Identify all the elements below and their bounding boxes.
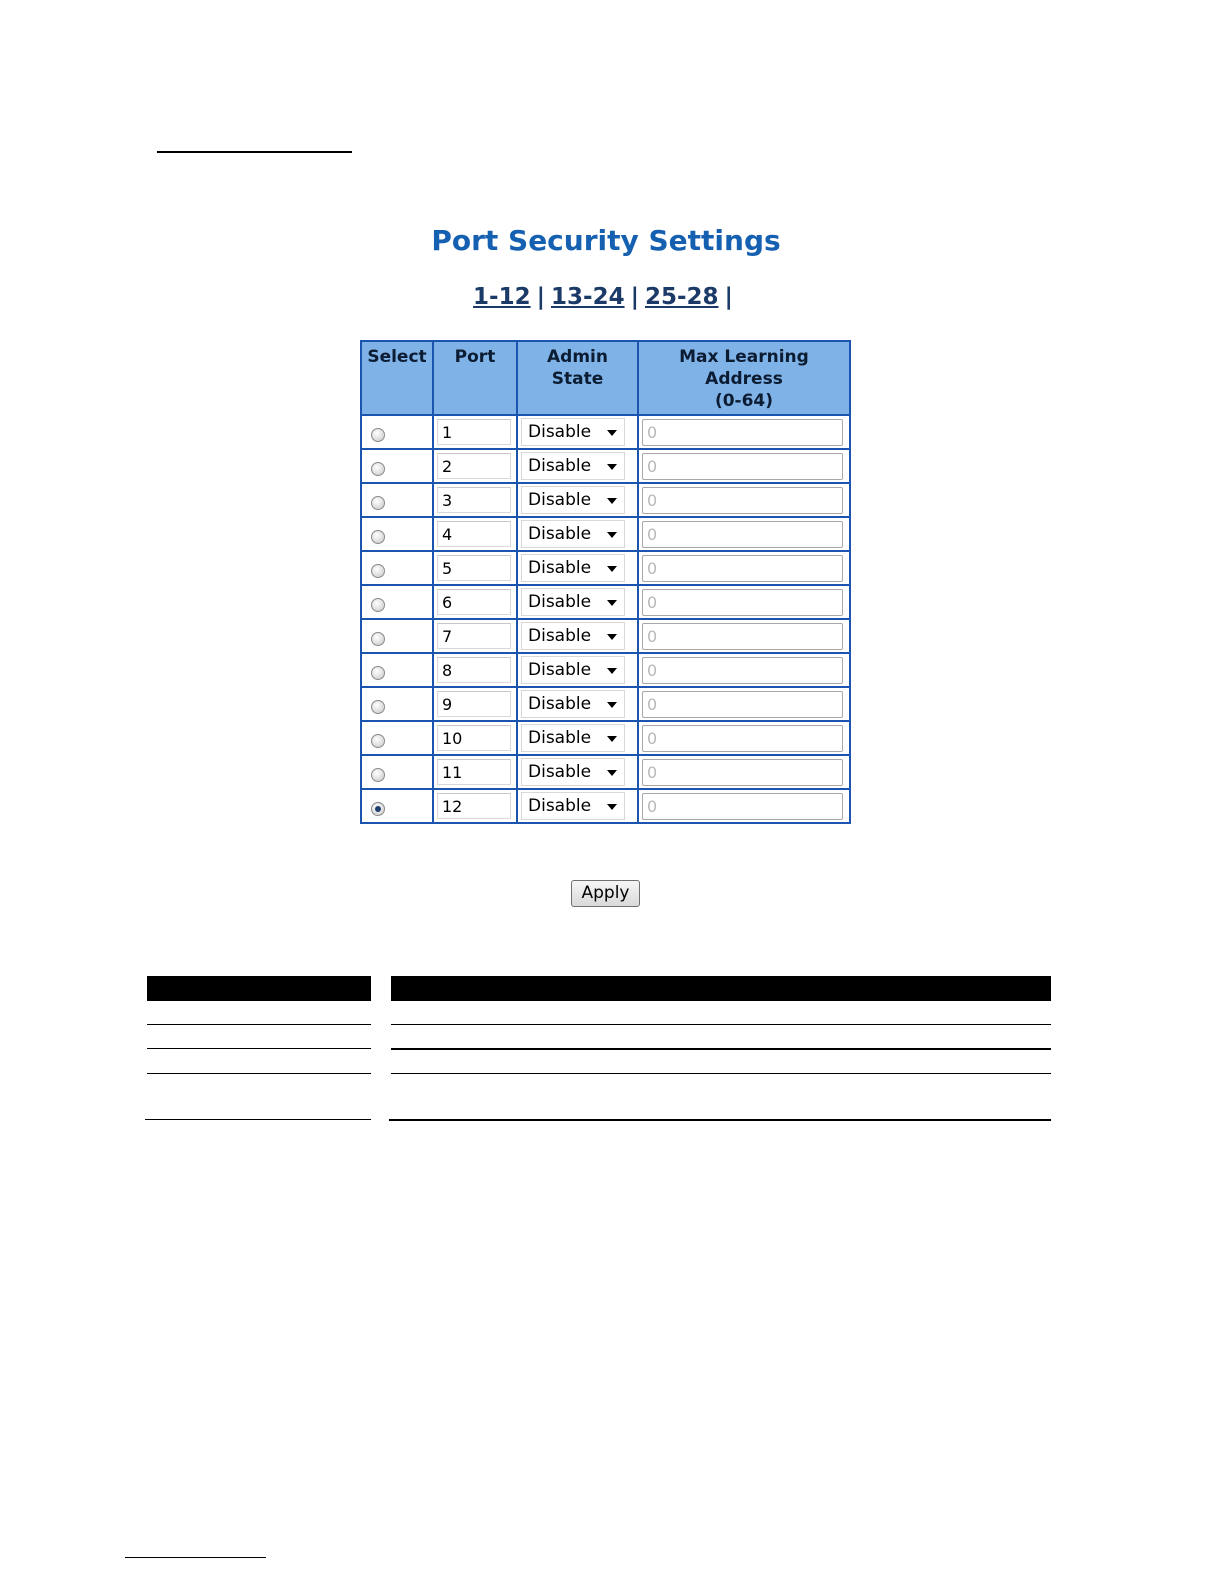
admin-state-select[interactable] bbox=[521, 520, 625, 548]
admin-state-select[interactable] bbox=[521, 724, 625, 752]
max-learning-cell bbox=[638, 551, 850, 585]
max-learning-cell bbox=[638, 483, 850, 517]
row-divider bbox=[145, 1119, 371, 1120]
admin-state-value: Disable bbox=[528, 524, 592, 544]
port-range-nav bbox=[0, 284, 1212, 310]
max-learning-input[interactable]: 0 bbox=[642, 725, 843, 752]
port-number-field[interactable]: 1 bbox=[437, 419, 511, 445]
table-row bbox=[361, 585, 850, 619]
select-radio[interactable] bbox=[371, 428, 385, 442]
port-number-field[interactable]: 3 bbox=[437, 487, 511, 513]
row-divider bbox=[147, 1024, 371, 1025]
table-row bbox=[361, 415, 850, 449]
admin-state-cell bbox=[517, 619, 638, 653]
port-number-field[interactable]: 12 bbox=[437, 793, 511, 819]
select-cell bbox=[361, 483, 433, 517]
select-radio[interactable] bbox=[371, 496, 385, 510]
chevron-down-icon bbox=[607, 498, 617, 504]
port-cell bbox=[433, 483, 517, 517]
port-cell bbox=[433, 687, 517, 721]
admin-state-select[interactable] bbox=[521, 792, 625, 820]
row-divider bbox=[147, 1048, 371, 1049]
select-cell bbox=[361, 517, 433, 551]
row-divider bbox=[389, 1119, 1051, 1121]
admin-state-select[interactable] bbox=[521, 690, 625, 718]
range-separator: | bbox=[536, 284, 546, 310]
select-cell bbox=[361, 551, 433, 585]
admin-state-cell bbox=[517, 585, 638, 619]
port-number-field[interactable]: 2 bbox=[437, 453, 511, 479]
select-radio[interactable] bbox=[371, 530, 385, 544]
table-row bbox=[361, 517, 850, 551]
select-radio[interactable] bbox=[371, 802, 385, 816]
table-row bbox=[361, 687, 850, 721]
header-select: Select bbox=[361, 341, 433, 415]
max-learning-input[interactable]: 0 bbox=[642, 691, 843, 718]
table-row bbox=[361, 721, 850, 755]
max-learning-cell bbox=[638, 585, 850, 619]
port-cell bbox=[433, 517, 517, 551]
admin-state-cell bbox=[517, 755, 638, 789]
select-radio[interactable] bbox=[371, 462, 385, 476]
admin-state-cell bbox=[517, 789, 638, 823]
max-learning-input[interactable]: 0 bbox=[642, 589, 843, 616]
header-port: Port bbox=[433, 341, 517, 415]
admin-state-value: Disable bbox=[528, 660, 592, 680]
table-row bbox=[361, 755, 850, 789]
select-radio[interactable] bbox=[371, 768, 385, 782]
max-learning-input[interactable]: 0 bbox=[642, 759, 843, 786]
chevron-down-icon bbox=[607, 702, 617, 708]
max-learning-cell bbox=[638, 755, 850, 789]
port-number-field[interactable]: 8 bbox=[437, 657, 511, 683]
select-cell bbox=[361, 619, 433, 653]
max-learning-cell bbox=[638, 449, 850, 483]
port-number-field[interactable]: 9 bbox=[437, 691, 511, 717]
max-learning-input[interactable]: 0 bbox=[642, 555, 843, 582]
range-separator: | bbox=[724, 284, 733, 310]
select-cell bbox=[361, 585, 433, 619]
table-header-bar-right bbox=[391, 976, 1051, 1001]
port-cell bbox=[433, 755, 517, 789]
port-number-field[interactable]: 7 bbox=[437, 623, 511, 649]
header-max-line2: Address bbox=[705, 369, 783, 389]
table-row bbox=[361, 449, 850, 483]
header-admin-line1: Admin bbox=[547, 347, 608, 367]
header-max-learning bbox=[638, 341, 850, 415]
range-link-1-12[interactable]: 1-12 bbox=[473, 284, 531, 310]
admin-state-cell bbox=[517, 483, 638, 517]
max-learning-input[interactable]: 0 bbox=[642, 521, 843, 548]
table-row bbox=[361, 551, 850, 585]
range-link-13-24[interactable]: 13-24 bbox=[551, 284, 625, 310]
table-header-row bbox=[361, 341, 850, 415]
max-learning-input[interactable]: 0 bbox=[642, 657, 843, 684]
admin-state-select[interactable] bbox=[521, 758, 625, 786]
port-cell bbox=[433, 585, 517, 619]
port-cell bbox=[433, 415, 517, 449]
admin-state-value: Disable bbox=[528, 422, 592, 442]
table-row bbox=[361, 789, 850, 823]
admin-state-value: Disable bbox=[528, 490, 592, 510]
admin-state-select[interactable] bbox=[521, 622, 625, 650]
port-cell bbox=[433, 619, 517, 653]
admin-state-cell bbox=[517, 721, 638, 755]
admin-state-select[interactable] bbox=[521, 486, 625, 514]
admin-state-value: Disable bbox=[528, 728, 592, 748]
chevron-down-icon bbox=[607, 464, 617, 470]
header-admin-state bbox=[517, 341, 638, 415]
select-radio[interactable] bbox=[371, 666, 385, 680]
select-radio[interactable] bbox=[371, 598, 385, 612]
table-row bbox=[361, 483, 850, 517]
admin-state-value: Disable bbox=[528, 626, 592, 646]
chevron-down-icon bbox=[607, 634, 617, 640]
admin-state-cell bbox=[517, 415, 638, 449]
select-cell bbox=[361, 449, 433, 483]
admin-state-select[interactable] bbox=[521, 656, 625, 684]
admin-state-select[interactable] bbox=[521, 588, 625, 616]
table-header-bar-left bbox=[147, 976, 371, 1001]
chevron-down-icon bbox=[607, 804, 617, 810]
row-divider bbox=[391, 1048, 1051, 1050]
max-learning-cell bbox=[638, 653, 850, 687]
port-security-table bbox=[360, 340, 851, 824]
select-cell bbox=[361, 687, 433, 721]
row-divider bbox=[147, 1073, 371, 1074]
row-divider bbox=[391, 1024, 1051, 1025]
admin-state-value: Disable bbox=[528, 456, 592, 476]
max-learning-input[interactable]: 0 bbox=[642, 453, 843, 480]
port-cell bbox=[433, 721, 517, 755]
max-learning-cell bbox=[638, 415, 850, 449]
port-number-field[interactable]: 11 bbox=[437, 759, 511, 785]
port-cell bbox=[433, 449, 517, 483]
port-cell bbox=[433, 653, 517, 687]
select-cell bbox=[361, 755, 433, 789]
header-admin-line2: State bbox=[551, 369, 604, 389]
max-learning-cell bbox=[638, 721, 850, 755]
port-number-field[interactable]: 6 bbox=[437, 589, 511, 615]
footnote-divider bbox=[125, 1557, 266, 1558]
max-learning-input[interactable]: 0 bbox=[642, 793, 843, 820]
select-radio[interactable] bbox=[371, 734, 385, 748]
chevron-down-icon bbox=[607, 668, 617, 674]
admin-state-select[interactable] bbox=[521, 452, 625, 480]
admin-state-value: Disable bbox=[528, 796, 592, 816]
max-learning-input[interactable]: 0 bbox=[642, 419, 843, 446]
range-link-25-28[interactable]: 25-28 bbox=[644, 284, 719, 310]
port-number-field[interactable]: 4 bbox=[437, 521, 511, 547]
max-learning-cell bbox=[638, 687, 850, 721]
chevron-down-icon bbox=[607, 430, 617, 436]
port-number-field[interactable]: 10 bbox=[437, 725, 511, 751]
chevron-down-icon bbox=[607, 566, 617, 572]
apply-button[interactable]: Apply bbox=[571, 880, 640, 907]
chevron-down-icon bbox=[607, 600, 617, 606]
page-title: Port Security Settings bbox=[431, 224, 781, 257]
select-cell bbox=[361, 415, 433, 449]
admin-state-value: Disable bbox=[528, 558, 592, 578]
max-learning-cell bbox=[638, 517, 850, 551]
admin-state-value: Disable bbox=[528, 694, 592, 714]
admin-state-cell bbox=[517, 687, 638, 721]
admin-state-select[interactable] bbox=[521, 554, 625, 582]
range-separator: | bbox=[630, 284, 639, 310]
port-cell bbox=[433, 789, 517, 823]
admin-state-cell bbox=[517, 551, 638, 585]
select-cell bbox=[361, 721, 433, 755]
admin-state-value: Disable bbox=[528, 592, 592, 612]
row-divider bbox=[391, 1073, 1051, 1074]
select-radio[interactable] bbox=[371, 700, 385, 714]
chevron-down-icon bbox=[607, 770, 617, 776]
max-learning-cell bbox=[638, 619, 850, 653]
admin-state-value: Disable bbox=[528, 762, 592, 782]
max-learning-input[interactable]: 0 bbox=[642, 487, 843, 514]
chevron-down-icon bbox=[607, 532, 617, 538]
table-row bbox=[361, 619, 850, 653]
max-learning-input[interactable]: 0 bbox=[642, 623, 843, 650]
admin-state-select[interactable] bbox=[521, 418, 625, 446]
header-max-line1: Max Learning bbox=[679, 347, 809, 367]
table-row bbox=[361, 653, 850, 687]
select-cell bbox=[361, 653, 433, 687]
admin-state-cell bbox=[517, 653, 638, 687]
header-max-line3: (0-64) bbox=[714, 391, 774, 411]
admin-state-cell bbox=[517, 517, 638, 551]
max-learning-cell bbox=[638, 789, 850, 823]
select-cell bbox=[361, 789, 433, 823]
select-radio[interactable] bbox=[371, 632, 385, 646]
top-divider bbox=[157, 151, 352, 153]
port-number-field[interactable]: 5 bbox=[437, 555, 511, 581]
admin-state-cell bbox=[517, 449, 638, 483]
port-cell bbox=[433, 551, 517, 585]
chevron-down-icon bbox=[607, 736, 617, 742]
port-rows bbox=[361, 415, 850, 823]
select-radio[interactable] bbox=[371, 564, 385, 578]
